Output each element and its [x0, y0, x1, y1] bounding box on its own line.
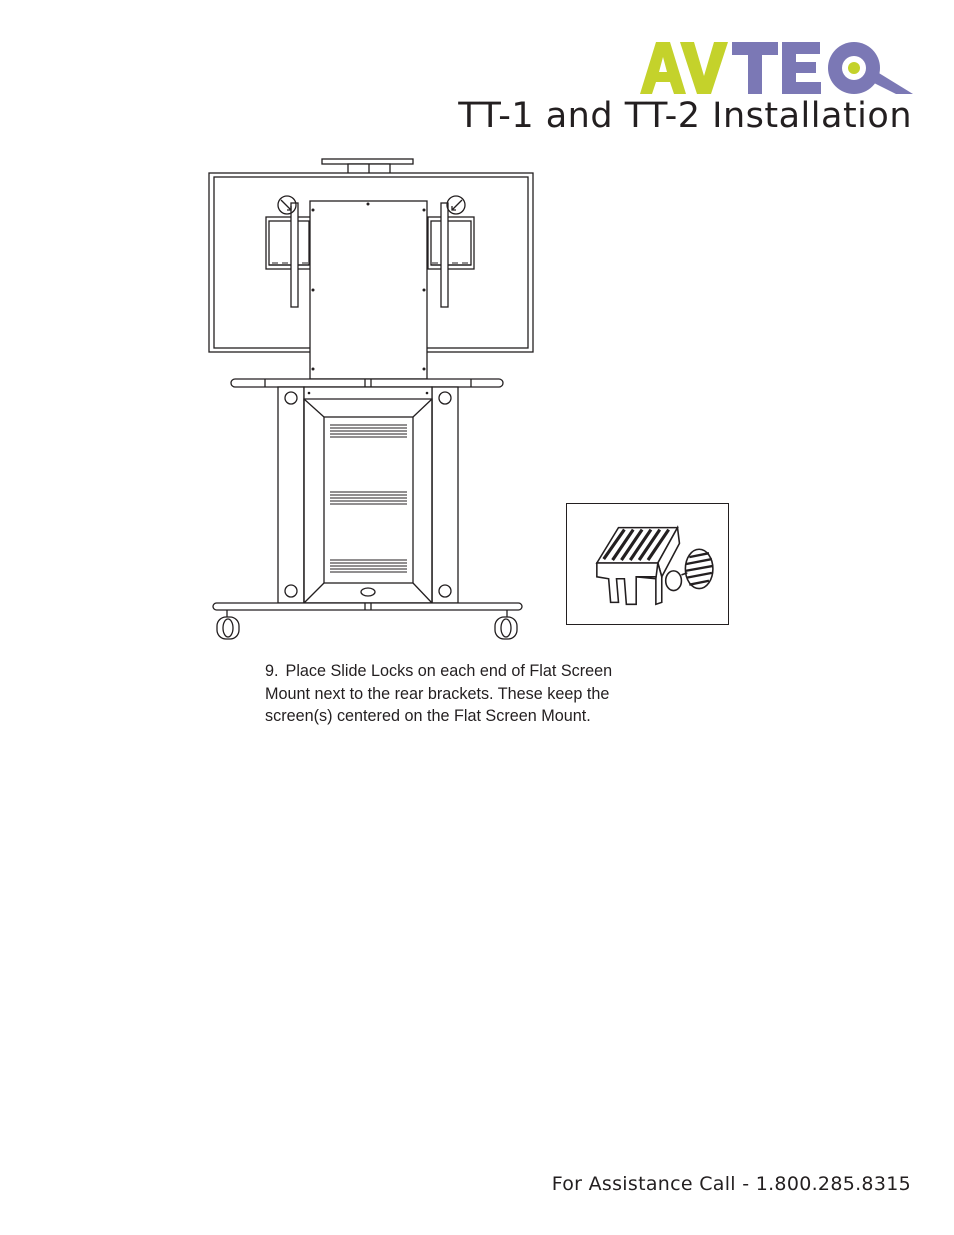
- slide-lock-inset: [566, 503, 729, 625]
- step-number: 9.: [265, 662, 279, 680]
- avteq-logo: [638, 38, 914, 98]
- step-9-instructions: [265, 660, 655, 728]
- step-text: Place Slide Locks on each end of Flat Screen Mount next to the rear brackets. These keep the screen(s) centered on the Flat Screen Mount.: [265, 662, 613, 726]
- assistance-phone: For Assistance Call - 1.800.285.8315: [551, 1173, 911, 1195]
- slide-lock-icon: [567, 504, 728, 624]
- page-title: TT-1 and TT-2 Installation: [458, 96, 912, 136]
- cart-illustration: [205, 155, 535, 645]
